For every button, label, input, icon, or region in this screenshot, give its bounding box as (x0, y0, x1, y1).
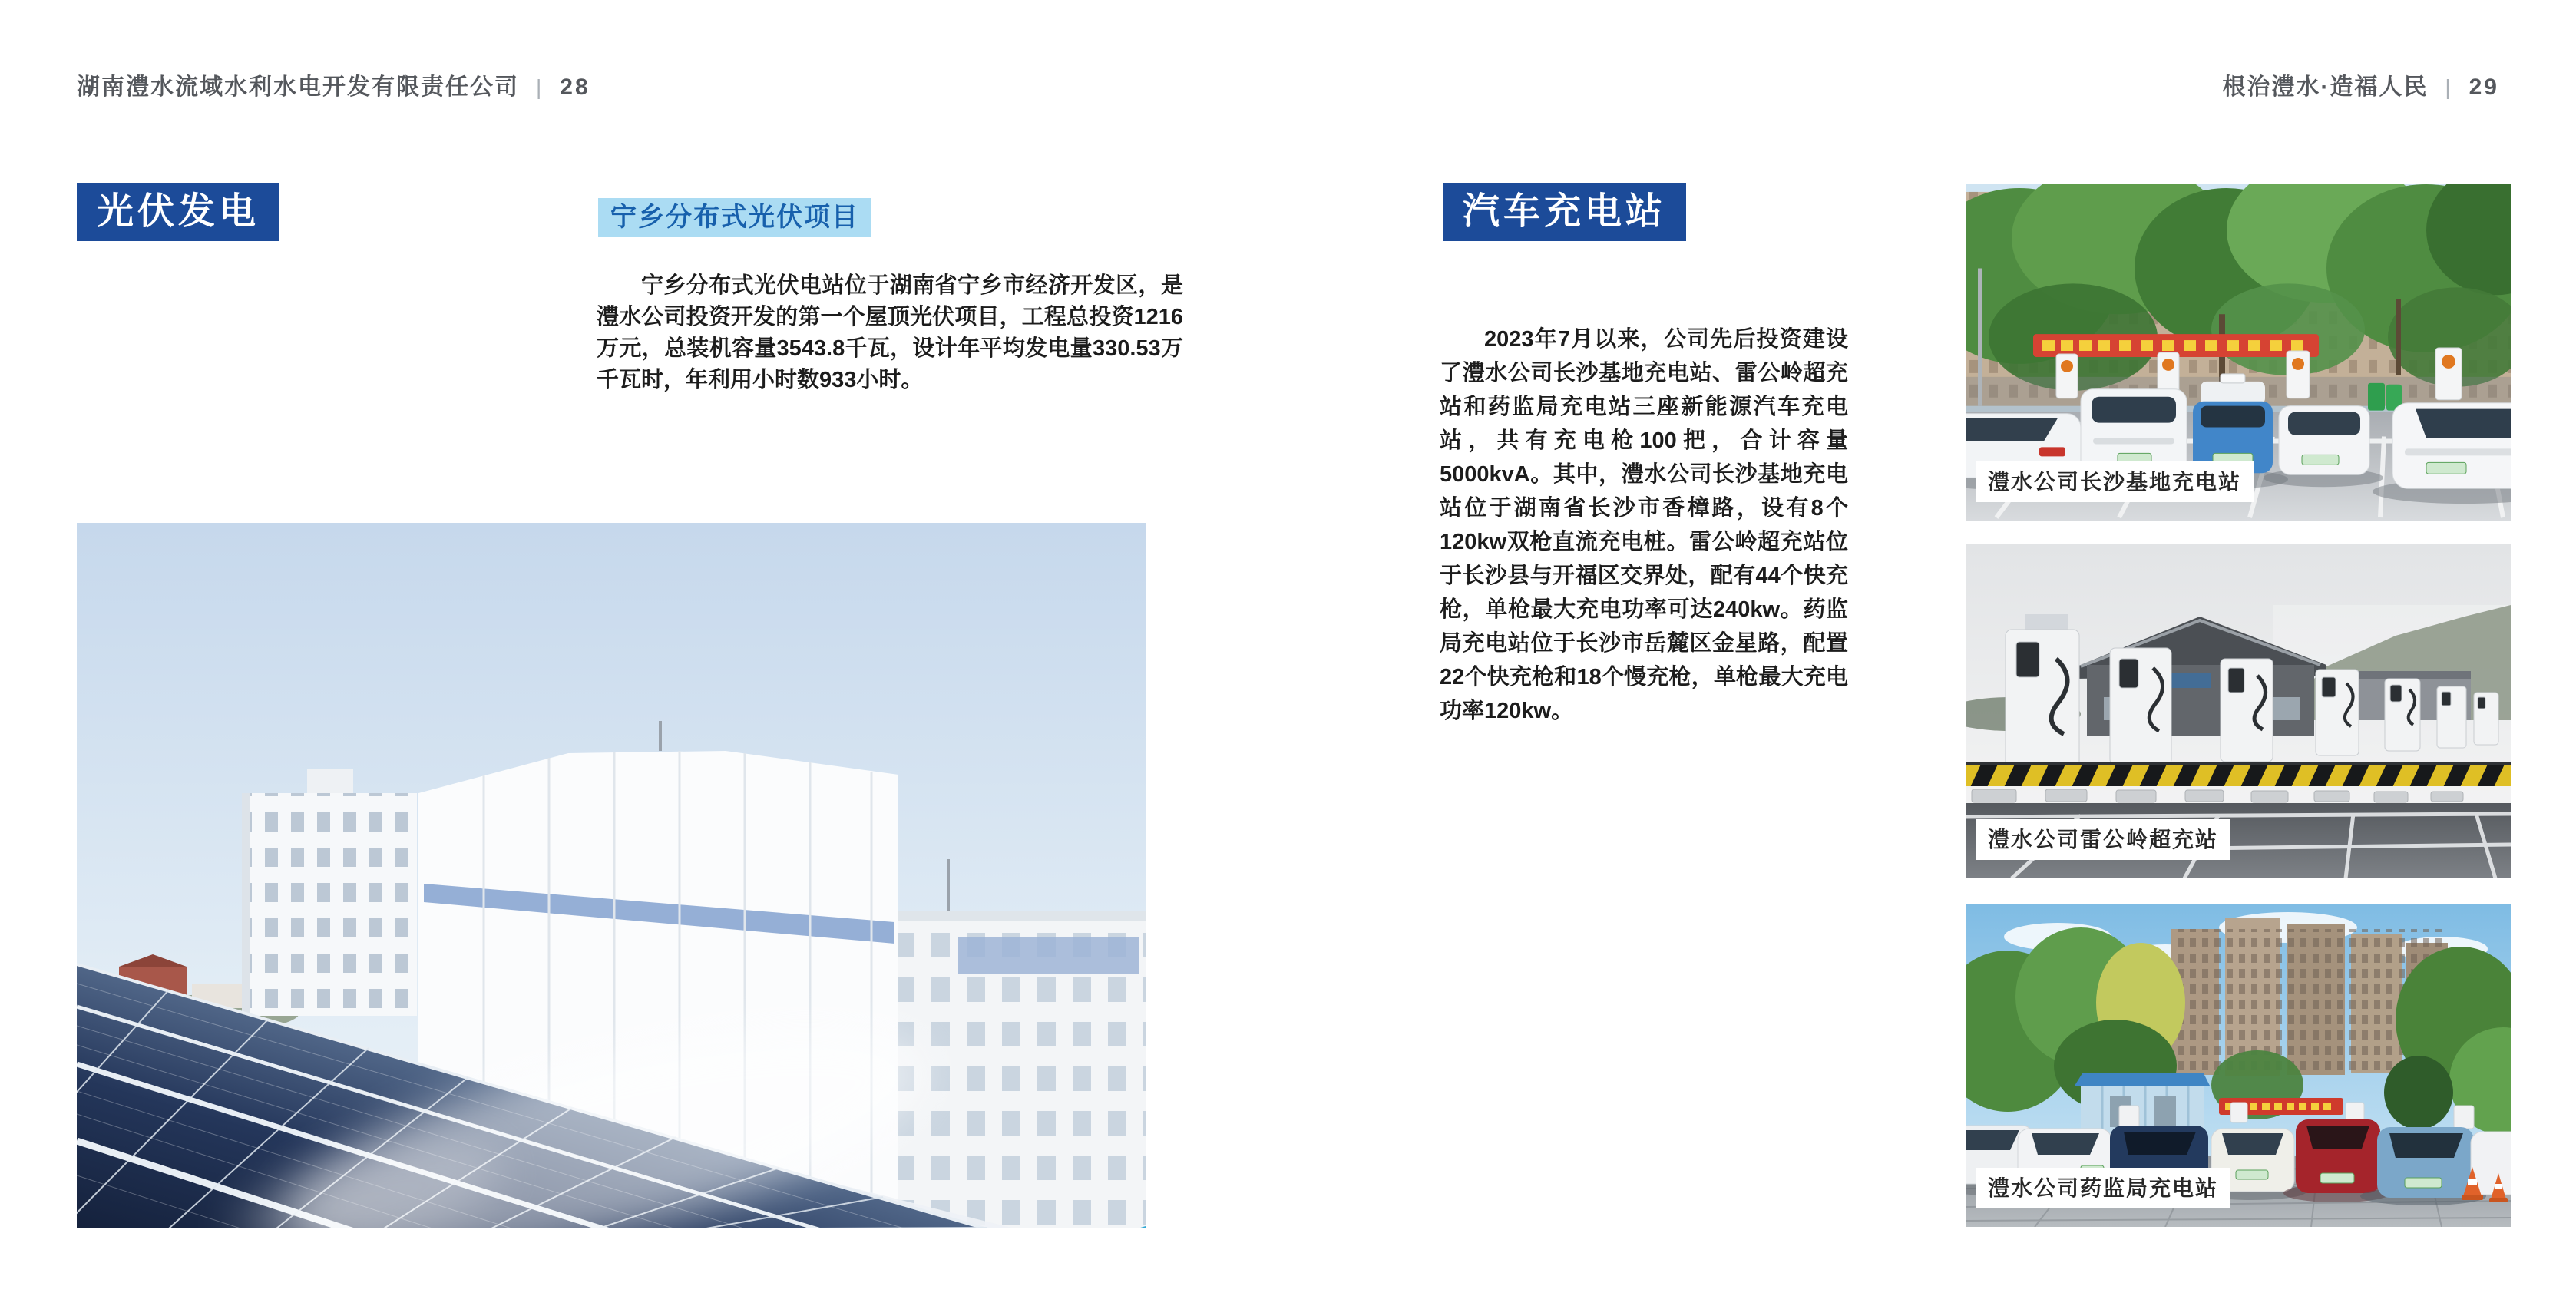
charging-paragraph: 2023年7月以来，公司先后投资建设了澧水公司长沙基地充电站、雷公岭超充站和药监局充电站三座新能源汽车充电站，共有充电枪100把，合计容量5000kvA。其中，澧水公司长沙基地充电站位于湖南省长沙市香樟路，设有8个120kw双枪直流充电桩。雷公岭超充站位于长沙县与开福区交界处，配有44个快充枪，单枪最大充电功率可达240kw。药监局充电站位于长沙市岳麓区金星路，配置22个快充枪和18个慢充枪，单枪最大充电功率120kw。 (1440, 327, 1848, 723)
page-number-right: 29 (2469, 74, 2499, 100)
page-number-left: 28 (560, 74, 590, 100)
section-title-charging: 汽车充电站 (1443, 183, 1686, 241)
project-title-ningxiang: 宁乡分布式光伏项目 (598, 198, 871, 237)
slogan: 根治澧水·造福人民 (2222, 74, 2429, 100)
company-name: 湖南澧水流域水利水电开发有限责任公司 (77, 74, 519, 100)
solar-panels-illustration (77, 523, 1146, 1228)
section-title-solar: 光伏发电 (77, 183, 279, 241)
running-header-left (77, 68, 590, 101)
photo-leigongling-station (1966, 544, 2511, 878)
photo-changsha-base-station (1966, 184, 2511, 521)
running-header-right (2222, 68, 2499, 101)
photo-rooftop-solar-panels (77, 523, 1146, 1228)
photo-caption-yaojianju: 澧水公司药监局充电站 (1976, 1168, 2230, 1208)
header-separator: | (2445, 75, 2452, 99)
photo-yaojianju-station (1966, 904, 2511, 1227)
photo-caption-leigongling: 澧水公司雷公岭超充站 (1976, 819, 2230, 860)
photo-caption-changsha-base: 澧水公司长沙基地充电站 (1976, 461, 2254, 502)
solar-paragraph: 宁乡分布式光伏电站位于湖南省宁乡市经济开发区，是澧水公司投资开发的第一个屋顶光伏项目，工程总投资1216万元，总装机容量3543.8千瓦，设计年平均发电量330.53万千瓦时，年利用小时数933小时。 (597, 273, 1183, 392)
header-separator: | (536, 75, 544, 99)
